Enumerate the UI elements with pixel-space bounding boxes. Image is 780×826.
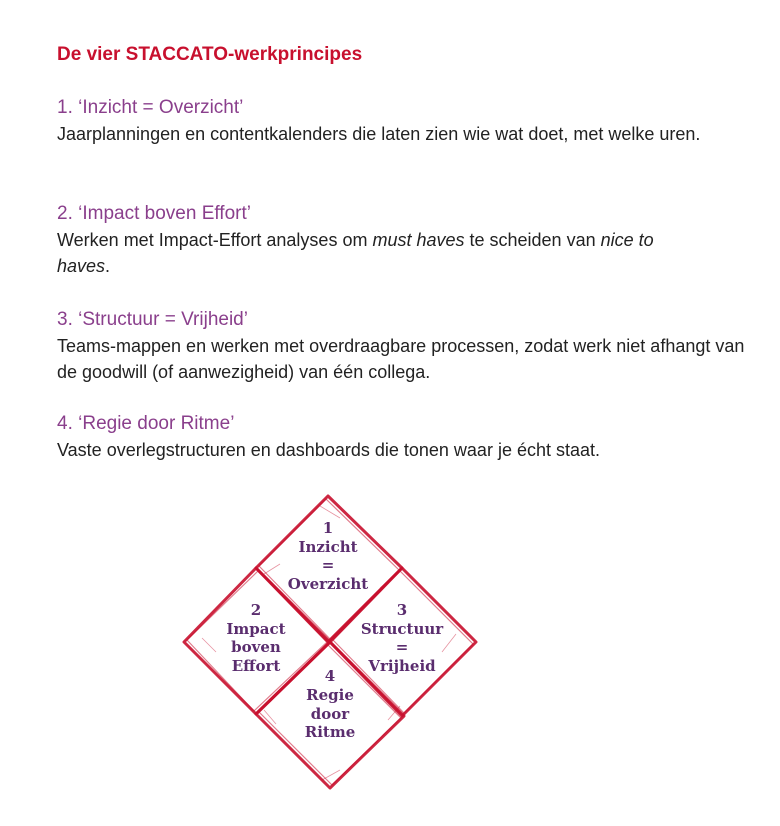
principle-3-body: Teams-mappen en werken met overdraagbare processen, zodat werk niet afhangt van de goodwill (of aanwezigheid) van één collega. bbox=[57, 336, 745, 382]
diamond-1-label bbox=[288, 519, 368, 593]
diamond-1-line-1: 1 bbox=[322, 519, 334, 537]
diamond-3-label bbox=[361, 601, 444, 675]
diamond-3-line-3: = bbox=[395, 638, 409, 656]
principle-2-body-text-a: Werken met Impact-Effort analyses om bbox=[57, 230, 373, 250]
diamond-3-line-4: Vrijheid bbox=[368, 657, 436, 675]
diamond-3-line-1: 3 bbox=[396, 601, 408, 619]
principle-3 bbox=[57, 307, 757, 385]
diamond-2-label bbox=[226, 601, 285, 675]
principle-3-heading: 3. ‘Structuur = Vrijheid’ bbox=[57, 309, 248, 330]
principle-4-heading: 4. ‘Regie door Ritme’ bbox=[57, 413, 235, 434]
diamond-1-line-2: Inzicht bbox=[298, 538, 358, 556]
diamond-3-line-2: Structuur bbox=[360, 620, 444, 638]
principle-2-body-text-b: te scheiden van bbox=[464, 230, 601, 250]
diamond-2-line-2: Impact bbox=[226, 620, 286, 638]
principle-2-body-nice-to-haves: nice to haves bbox=[57, 230, 654, 276]
diamond-4-line-4: Ritme bbox=[304, 723, 356, 741]
principle-4 bbox=[57, 411, 757, 463]
diamond-4-line-1: 4 bbox=[324, 667, 336, 685]
diamond-2-line-3: boven bbox=[231, 638, 281, 656]
diamond-1-line-4: Overzicht bbox=[287, 575, 369, 593]
diamond-1-line-3: = bbox=[321, 556, 335, 574]
diamond-4-line-3: door bbox=[310, 705, 350, 723]
principle-1-body: Jaarplanningen en contentkalenders die laten zien wie wat doet, met welke uren. bbox=[57, 124, 701, 144]
principle-2-body bbox=[57, 227, 677, 279]
principle-2 bbox=[57, 201, 757, 279]
principle-1-heading: 1. ‘Inzicht = Overzicht’ bbox=[57, 97, 244, 118]
principles-diamond-diagram bbox=[180, 492, 480, 792]
principle-4-body: Vaste overlegstructuren en dashboards die tonen waar je écht staat. bbox=[57, 440, 600, 460]
principle-1 bbox=[57, 95, 757, 147]
diamond-4-label bbox=[305, 667, 356, 741]
document-title: De vier STACCATO-werkprincipes bbox=[57, 44, 363, 65]
diamond-2-line-4: Effort bbox=[231, 657, 281, 675]
diamond-4-line-2: Regie bbox=[306, 686, 354, 704]
diamond-2-line-1: 2 bbox=[250, 601, 262, 619]
principle-2-body-text-c: . bbox=[105, 256, 111, 276]
principle-2-body-must-haves: must haves bbox=[372, 230, 465, 250]
diamond-diagram-svg bbox=[180, 492, 480, 792]
principle-2-heading: 2. ‘Impact boven Effort’ bbox=[57, 203, 251, 224]
